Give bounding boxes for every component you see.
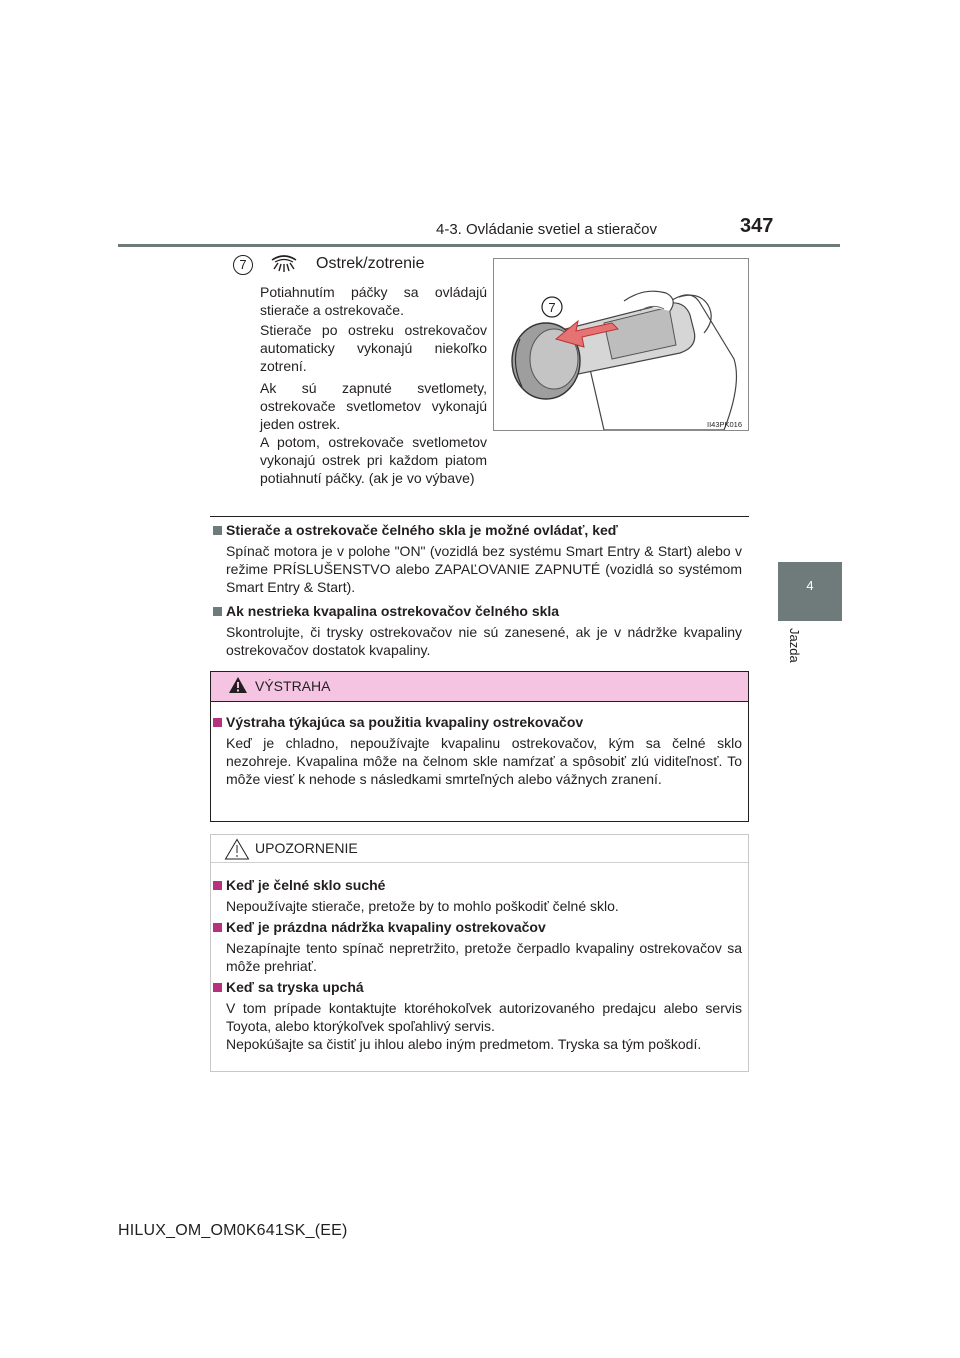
washer-spray-icon [268, 253, 300, 275]
bullet-square-icon [213, 923, 222, 932]
info-text: Spínač motora je v polohe "ON" (vozidlá bez systému Smart Entry & Start) alebo v režime PRÍSLUŠENSTVO alebo ZAPAĽOVANIE ZAPNUTÉ (vozidlá so systémom Smart Entry & Start). [226, 543, 742, 595]
notice-item-text: Nezapínajte tento spínač nepretržito, pretože čerpadlo kvapaliny ostrekovačov sa môže prehriať. [226, 940, 742, 974]
bullet-square-icon [213, 983, 222, 992]
notice-item-heading: Keď je prázdna nádržka kvapaliny ostrekovačov [213, 919, 546, 935]
page-number: 347 [740, 215, 774, 237]
notice-title: UPOZORNENIE [255, 840, 358, 856]
section-divider [210, 516, 749, 517]
notice-header-divider [211, 862, 748, 863]
notice-item-text: Nepoužívajte stierače, pretože by to mohlo poškodiť čelné sklo. [226, 898, 619, 914]
header-divider [118, 244, 840, 247]
item-paragraph: Ak sú zapnuté svetlomety, ostrekovače svetlometov vykonajú jeden ostrek. A potom, ostrekovače svetlometov vykonajú ostrek pri každom piatom potiahnutí páčky. (ak je vo výbave) [260, 380, 487, 486]
item-paragraph: Potiahnutím páčky sa ovládajú stierače a ostrekovače. [260, 284, 487, 318]
item-title: Ostrek/zotrenie [316, 255, 425, 272]
bullet-square-icon [213, 526, 222, 535]
bullet-square-icon [213, 607, 222, 616]
notice-item-heading: Keď je čelné sklo suché [213, 877, 385, 893]
item-number-badge: 7 [233, 255, 253, 275]
illustration-code: II43PK016 [707, 420, 743, 429]
warning-item-heading: Výstraha týkajúca sa použitia kvapaliny ostrekovačov [213, 714, 583, 730]
lever-illustration [493, 258, 749, 431]
illustration-callout: 7 [548, 300, 556, 315]
caution-triangle-icon [224, 838, 250, 860]
item-paragraph: Stierače po ostreku ostrekovačov automaticky vykonajú niekoľko zotrení. [260, 322, 487, 374]
chapter-number: 4 [806, 578, 814, 593]
info-heading: Stierače a ostrekovače čelného skla je možné ovládať, keď [213, 522, 618, 538]
bullet-square-icon [213, 881, 222, 890]
document-code: HILUX_OM_OM0K641SK_(EE) [118, 1222, 348, 1239]
chapter-name: Jazda [787, 628, 802, 663]
notice-item-text: V tom prípade kontaktujte ktoréhokoľvek autorizovaného predajcu alebo servis Toyota, alebo ktorýkoľvek spoľahlivý servis. Nepokúšajte sa čistiť ju ihlou alebo iným predmetom. Tryska sa tým poškodí. [226, 1000, 742, 1052]
info-heading: Ak nestrieka kvapalina ostrekovačov čelného skla [213, 603, 559, 619]
warning-item-text: Keď je chladno, nepoužívajte kvapalinu ostrekovačov, kým sa čelné sklo nezohreje. Kvapalina môže na čelnom skle namŕzať a spôsobiť zlú viditeľnosť. To môže viesť k nehode s následkami smrteľných alebo vážnych zranení. [226, 735, 742, 787]
info-text: Skontrolujte, či trysky ostrekovačov nie sú zanesené, ak je v nádržke kvapaliny ostrekovačov dostatok kvapaliny. [226, 624, 742, 658]
warning-triangle-icon [228, 676, 248, 694]
warning-title: VÝSTRAHA [255, 678, 331, 694]
bullet-square-icon [213, 718, 222, 727]
section-title: 4-3. Ovládanie svetiel a stieračov [436, 221, 657, 238]
notice-item-heading: Keď sa tryska upchá [213, 979, 364, 995]
